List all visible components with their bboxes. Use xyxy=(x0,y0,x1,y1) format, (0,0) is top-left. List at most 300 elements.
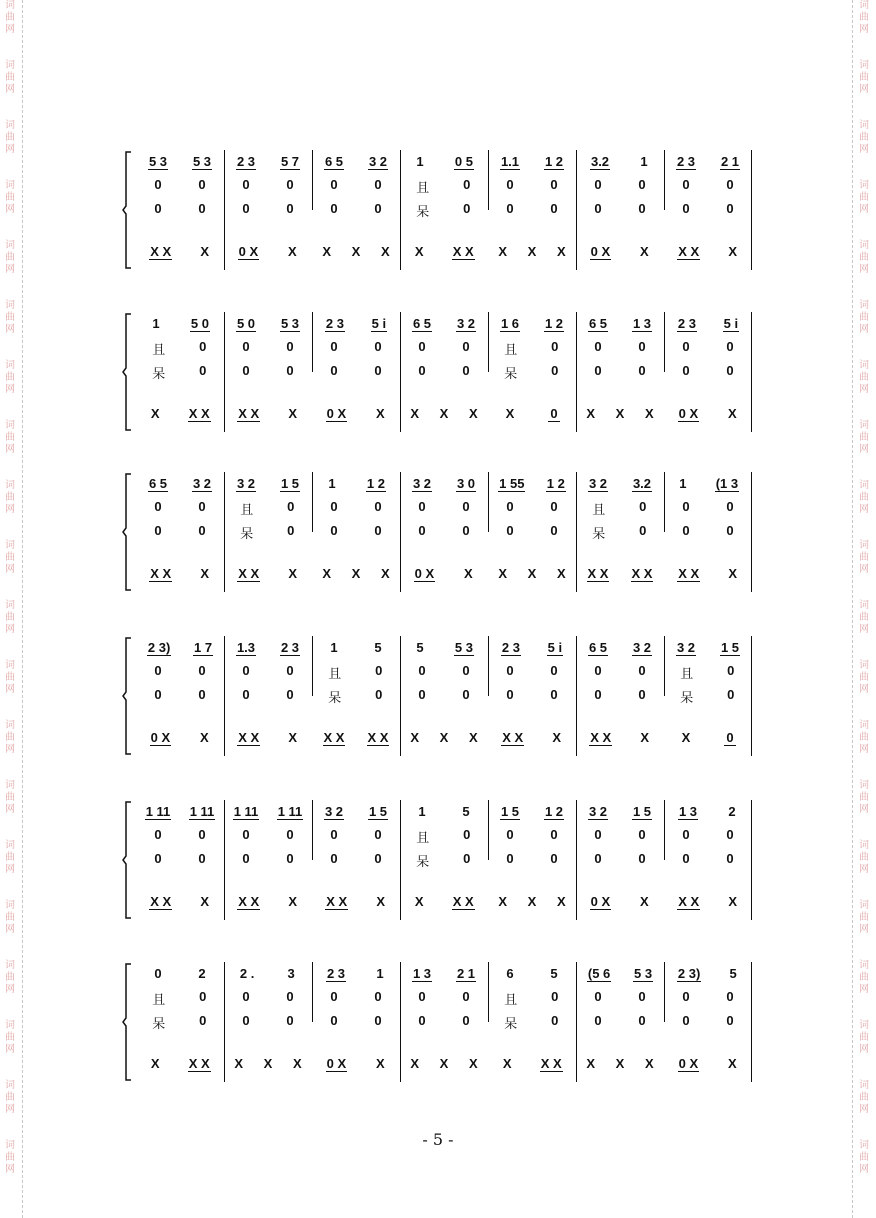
measure-cell xyxy=(224,339,312,358)
measure-cell xyxy=(664,244,752,260)
note: 0 xyxy=(462,1012,470,1028)
watermark-char: 网 xyxy=(859,1164,869,1175)
note: 0 xyxy=(242,686,250,702)
watermark-char: 词 xyxy=(5,720,15,731)
measure-cells xyxy=(136,966,752,982)
watermark-char: 词 xyxy=(5,360,15,371)
beat-mark: X X xyxy=(188,1056,210,1071)
system-end-bar xyxy=(751,962,753,1082)
measure-cell xyxy=(136,730,224,746)
beat-mark: X xyxy=(150,1056,160,1071)
measure-cell xyxy=(400,244,488,260)
measure-cell xyxy=(312,1013,400,1032)
note: 2 xyxy=(198,966,206,981)
measure-cells xyxy=(136,363,752,382)
watermark-char: 曲 xyxy=(859,372,869,383)
note: 0 xyxy=(682,498,690,514)
beat-mark: X X xyxy=(367,730,389,745)
note: 0 xyxy=(550,176,558,192)
note: 2 . xyxy=(239,966,255,981)
watermark-char: 网 xyxy=(859,84,869,95)
note: 0 xyxy=(154,522,162,538)
watermark-char: 词 xyxy=(859,360,869,371)
measure-cell xyxy=(576,406,664,422)
note: 0 xyxy=(462,498,470,514)
note: 5 i xyxy=(723,316,739,331)
note: 1 xyxy=(376,966,384,981)
watermark-char: 曲 xyxy=(5,972,15,983)
watermark-group xyxy=(3,660,17,696)
watermark-char: 词 xyxy=(859,60,869,71)
note: 0 xyxy=(330,362,338,378)
bar-line xyxy=(312,472,313,532)
measure-cell xyxy=(312,363,400,382)
beat-mark: X X xyxy=(238,730,260,745)
watermark-char: 网 xyxy=(5,24,15,35)
note: 0 xyxy=(682,338,690,354)
note: 1 xyxy=(416,154,424,169)
beat-mark: X xyxy=(322,244,331,259)
note: 1 xyxy=(330,640,338,655)
beat-mark: X xyxy=(234,1056,243,1071)
system-rows xyxy=(136,636,752,756)
system-end-bar xyxy=(751,150,753,270)
measure-cell xyxy=(664,316,752,332)
watermark-group xyxy=(857,840,871,876)
note: 0 xyxy=(726,362,734,378)
measure-cell xyxy=(400,827,488,846)
note: 0 xyxy=(506,850,514,866)
note: 0 xyxy=(462,662,470,678)
note: 0 xyxy=(198,850,206,866)
note: 0 xyxy=(639,522,647,538)
beat-mark: X X xyxy=(678,894,700,909)
note: 3 2 xyxy=(588,476,608,491)
measure-cell xyxy=(312,804,400,820)
watermark-char: 网 xyxy=(859,324,869,335)
measure-cell xyxy=(664,730,752,746)
note: 5 7 xyxy=(280,154,300,169)
watermark-char: 词 xyxy=(5,0,15,11)
vocal-row-1 xyxy=(136,660,752,684)
beat-mark: X xyxy=(322,566,331,581)
watermark-char: 曲 xyxy=(859,1152,869,1163)
note: 0 xyxy=(198,686,206,702)
score-system xyxy=(122,962,752,1092)
note: 0 xyxy=(199,988,207,1004)
watermark-group xyxy=(3,480,17,516)
beat-mark: X X xyxy=(238,406,260,421)
beat-mark: X xyxy=(498,244,507,259)
beat-mark: X xyxy=(439,730,449,745)
note: 1 7 xyxy=(194,640,213,655)
measure-cell xyxy=(312,523,400,542)
note: 6 5 xyxy=(588,316,608,331)
measure-cell xyxy=(400,363,488,382)
bar-line xyxy=(576,150,577,270)
note: 1 3 xyxy=(632,316,652,331)
note: 0 xyxy=(726,200,734,216)
note: 0 xyxy=(638,362,646,378)
note: 0 xyxy=(199,338,207,354)
note: 0 xyxy=(286,826,294,842)
measure-cell xyxy=(224,154,312,170)
system-brace xyxy=(122,636,132,756)
watermark-group xyxy=(857,480,871,516)
vocal-row-2 xyxy=(136,198,752,222)
system-brace xyxy=(122,472,132,592)
note: 5 0 xyxy=(190,316,209,331)
watermark-char: 曲 xyxy=(859,912,869,923)
watermark-char: 网 xyxy=(859,924,869,935)
watermark-char: 词 xyxy=(5,480,15,491)
note: 0 xyxy=(154,662,162,678)
measure-cell xyxy=(312,640,400,656)
note: 0 xyxy=(506,686,514,702)
note: 1 6 xyxy=(500,316,520,331)
vocal-row-2 xyxy=(136,848,752,872)
watermark-group xyxy=(857,1080,871,1116)
note: 1 3 xyxy=(412,966,432,981)
note: 0 xyxy=(551,988,559,1004)
note: 0 xyxy=(374,176,382,192)
percussion-row xyxy=(136,1034,752,1078)
note: 0 xyxy=(682,362,690,378)
note: (1 3 xyxy=(715,476,739,491)
note: 2 3 xyxy=(677,316,696,331)
measure-cell xyxy=(224,687,312,706)
system-brace xyxy=(122,962,132,1082)
watermark-char: 网 xyxy=(859,24,869,35)
measure-cell xyxy=(664,827,752,846)
note: 0 xyxy=(682,850,690,866)
measure-cell xyxy=(312,177,400,196)
measure-cell xyxy=(488,566,576,582)
note: 2 3 xyxy=(326,966,346,981)
note: 呆 xyxy=(240,526,254,542)
measure-cell xyxy=(664,339,752,358)
note: 呆 xyxy=(416,854,430,870)
measure-cell xyxy=(488,894,576,910)
measure-cell xyxy=(576,966,664,982)
measure-cells xyxy=(136,154,752,170)
note: 2 1 xyxy=(720,154,740,169)
note: 6 xyxy=(506,966,514,981)
note: 5 xyxy=(416,640,424,655)
note: 0 xyxy=(594,362,602,378)
measure-cell xyxy=(400,154,488,170)
note: 6 5 xyxy=(148,476,168,491)
note: 0 xyxy=(462,686,470,702)
note: 0 xyxy=(199,362,207,378)
watermark-char: 网 xyxy=(5,804,15,815)
watermark-char: 词 xyxy=(5,60,15,71)
beat-mark: X X xyxy=(452,894,474,909)
beat-mark: X xyxy=(263,1056,273,1071)
bar-line xyxy=(488,636,489,696)
measure-cell xyxy=(224,1056,312,1072)
score-system xyxy=(122,312,752,442)
note: 3 2 xyxy=(676,640,696,655)
watermark-char: 词 xyxy=(859,420,869,431)
measure-cell xyxy=(576,154,664,170)
beat-mark: X xyxy=(292,1056,302,1071)
note: 3 0 xyxy=(456,476,476,491)
measure-cell xyxy=(136,566,224,582)
percussion-row xyxy=(136,384,752,428)
vocal-row-2 xyxy=(136,520,752,544)
watermark-char: 网 xyxy=(859,864,869,875)
beat-mark: X xyxy=(288,406,298,421)
note: 0 xyxy=(330,498,338,514)
measure-cells xyxy=(136,687,752,706)
system-brace xyxy=(122,800,132,920)
beat-mark: X X xyxy=(678,566,700,581)
watermark-char: 曲 xyxy=(5,132,15,143)
bar-line xyxy=(488,962,489,1022)
measure-cells xyxy=(136,1056,752,1072)
beat-mark: X xyxy=(376,406,385,421)
measure-cells xyxy=(136,406,752,422)
watermark-char: 网 xyxy=(5,624,15,635)
measure-cell xyxy=(224,406,312,422)
measure-cell xyxy=(664,154,752,170)
measure-cell xyxy=(312,1056,400,1072)
watermark-group xyxy=(3,300,17,336)
watermark-char: 网 xyxy=(5,324,15,335)
measure-cell xyxy=(576,1056,664,1072)
watermark-group xyxy=(3,360,17,396)
measure-cells xyxy=(136,804,752,820)
note: 0 xyxy=(154,686,162,702)
watermark-char: 网 xyxy=(5,1044,15,1055)
beat-mark: X xyxy=(200,730,209,745)
measure-cell xyxy=(136,640,224,656)
note: 0 xyxy=(330,176,338,192)
measure-cell xyxy=(136,476,224,492)
watermark-char: 词 xyxy=(859,0,869,11)
note: 0 xyxy=(594,826,602,842)
measure-cell xyxy=(488,804,576,820)
note: 0 xyxy=(462,988,470,1004)
measure-cell xyxy=(136,523,224,542)
percussion-row xyxy=(136,222,752,266)
vocal-row-1 xyxy=(136,174,752,198)
measure-cell xyxy=(664,1056,752,1072)
beat-mark: 0 X xyxy=(326,1056,347,1071)
note: 且 xyxy=(240,502,254,518)
score-system xyxy=(122,150,752,280)
watermark-group xyxy=(3,960,17,996)
note: 0 xyxy=(506,176,514,192)
note: 0 xyxy=(286,686,294,702)
measure-cells xyxy=(136,339,752,358)
note: 0 xyxy=(418,662,426,678)
note: 0 xyxy=(154,498,162,514)
watermark-char: 词 xyxy=(5,1140,15,1151)
note: 0 xyxy=(594,988,602,1004)
note: 0 xyxy=(287,498,295,514)
melody-row xyxy=(136,312,752,336)
note: 且 xyxy=(680,666,694,682)
bar-line xyxy=(576,962,577,1082)
beat-mark: X xyxy=(410,1056,419,1071)
measure-cell xyxy=(488,640,576,656)
measure-cells xyxy=(136,851,752,870)
beat-mark: X xyxy=(728,244,738,259)
beat-mark: 0 X xyxy=(678,406,699,421)
beat-mark: X X xyxy=(631,566,653,581)
measure-cell xyxy=(488,989,576,1008)
measure-cell xyxy=(664,687,752,706)
watermark-char: 词 xyxy=(5,420,15,431)
note: 0 xyxy=(418,686,426,702)
measure-cell xyxy=(488,154,576,170)
watermark-char: 曲 xyxy=(5,252,15,263)
watermark-char: 词 xyxy=(859,240,869,251)
watermark-char: 曲 xyxy=(859,432,869,443)
beat-mark: 0 xyxy=(548,406,560,422)
note: 3 2 xyxy=(632,640,652,655)
measure-cell xyxy=(488,687,576,706)
note: 0 xyxy=(638,1012,646,1028)
watermark-group xyxy=(3,900,17,936)
measure-cell xyxy=(488,663,576,682)
beat-mark: X xyxy=(468,730,478,745)
watermark-group xyxy=(3,600,17,636)
note: 0 xyxy=(594,338,602,354)
watermark-char: 曲 xyxy=(859,492,869,503)
watermark-char: 网 xyxy=(5,1164,15,1175)
beat-mark: X X xyxy=(678,244,700,259)
system-end-bar xyxy=(751,800,753,920)
measure-cell xyxy=(664,640,752,656)
note: 3 2 xyxy=(368,154,388,169)
measure-cell xyxy=(576,339,664,358)
beat-mark: X xyxy=(150,406,160,421)
note: 0 xyxy=(550,200,558,216)
watermark-group xyxy=(3,0,17,36)
note: 0 xyxy=(462,338,470,354)
bar-line xyxy=(312,800,313,860)
watermark-char: 曲 xyxy=(859,192,869,203)
watermark-char: 曲 xyxy=(859,312,869,323)
measure-cell xyxy=(136,687,224,706)
bar-line xyxy=(576,800,577,920)
measure-cell xyxy=(488,316,576,332)
note: 5 i xyxy=(371,316,387,331)
watermark-char: 网 xyxy=(859,264,869,275)
note: 0 xyxy=(330,522,338,538)
note: 0 xyxy=(638,826,646,842)
measure-cell xyxy=(400,201,488,220)
note: 0 xyxy=(198,826,206,842)
measure-cell xyxy=(136,244,224,260)
beat-mark: 0 X xyxy=(326,406,347,421)
watermark-group xyxy=(3,420,17,456)
measure-cell xyxy=(224,523,312,542)
note: 2 3) xyxy=(677,966,701,981)
measure-cell xyxy=(312,989,400,1008)
beat-mark: X X xyxy=(452,244,474,259)
note: (5 6 xyxy=(587,966,611,981)
note: 0 xyxy=(374,826,382,842)
measure-cell xyxy=(400,1056,488,1072)
note: 5 0 xyxy=(236,316,256,331)
note: 且 xyxy=(416,830,430,846)
note: 0 xyxy=(374,988,382,1004)
note: 呆 xyxy=(680,690,694,706)
measure-cell xyxy=(136,499,224,518)
note: 0 xyxy=(330,988,338,1004)
watermark-char: 曲 xyxy=(859,72,869,83)
watermark-char: 曲 xyxy=(5,432,15,443)
note: 0 xyxy=(198,200,206,216)
measure-cell xyxy=(136,851,224,870)
measure-cell xyxy=(576,363,664,382)
beat-mark: X xyxy=(288,730,298,745)
note: 0 xyxy=(462,362,470,378)
note: 1 xyxy=(328,476,336,491)
beat-mark: X xyxy=(586,406,595,421)
percussion-row xyxy=(136,544,752,588)
beat-mark: X xyxy=(288,566,298,581)
note: 0 xyxy=(682,522,690,538)
note: 0 xyxy=(594,176,602,192)
note: 1 5 xyxy=(368,804,388,819)
beat-mark: 0 X xyxy=(414,566,435,581)
measure-cell xyxy=(224,663,312,682)
note: 2 xyxy=(728,804,736,819)
vocal-row-2 xyxy=(136,684,752,708)
note: 0 xyxy=(242,988,250,1004)
beat-mark: X X xyxy=(150,894,172,909)
note: 0 xyxy=(374,850,382,866)
note: 0 xyxy=(286,988,294,1004)
watermark-char: 网 xyxy=(5,1104,15,1115)
watermark-char: 词 xyxy=(5,300,15,311)
bar-line xyxy=(224,800,225,920)
note: 5 i xyxy=(547,640,563,655)
watermark-group xyxy=(3,180,17,216)
watermark-group xyxy=(857,0,871,36)
note: 且 xyxy=(416,180,430,196)
watermark-char: 网 xyxy=(5,144,15,155)
measure-cell xyxy=(400,989,488,1008)
watermark-char: 曲 xyxy=(859,852,869,863)
measure-cells xyxy=(136,177,752,196)
beat-mark: 0 X xyxy=(590,244,611,259)
measure-cell xyxy=(664,663,752,682)
note: 0 xyxy=(638,200,646,216)
watermark-char: 曲 xyxy=(859,792,869,803)
note: 1 11 xyxy=(233,804,259,819)
measure-cells xyxy=(136,523,752,542)
note: 2 3 xyxy=(280,640,300,655)
measure-cell xyxy=(224,177,312,196)
note: 0 xyxy=(154,850,162,866)
bar-line xyxy=(400,150,401,270)
watermark-group xyxy=(3,120,17,156)
watermark-char: 网 xyxy=(5,84,15,95)
measure-cell xyxy=(136,804,224,820)
note: 5 xyxy=(462,804,470,819)
note: 0 xyxy=(330,850,338,866)
note: 0 xyxy=(726,988,734,1004)
measure-cells xyxy=(136,499,752,518)
watermark-char: 词 xyxy=(5,660,15,671)
bar-line xyxy=(224,636,225,756)
